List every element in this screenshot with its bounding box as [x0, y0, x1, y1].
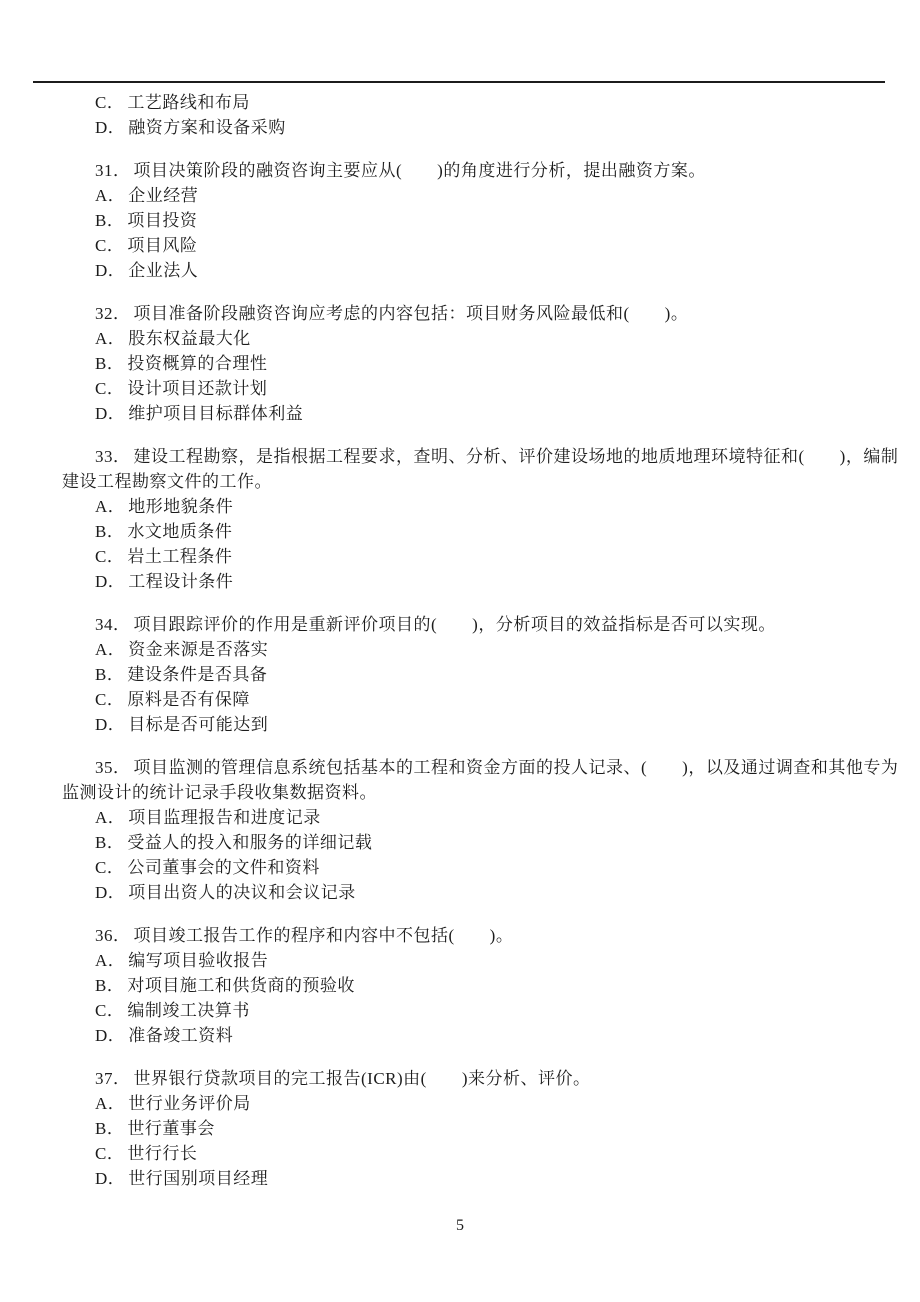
- question-stem-text: 项目竣工报告工作的程序和内容中不包括( )。: [133, 926, 514, 945]
- option-label: A．: [95, 951, 126, 970]
- option-line: [62, 569, 862, 594]
- option-label: C．: [95, 93, 125, 112]
- option-label: C．: [95, 858, 125, 877]
- question-number: 36．: [95, 926, 131, 945]
- question-number: 33．: [95, 447, 131, 466]
- option-text: 准备竣工资料: [128, 1026, 234, 1045]
- option-line: [62, 1091, 862, 1116]
- option-text: 世行行长: [127, 1144, 198, 1163]
- option-line: [62, 258, 862, 283]
- option-label: D．: [95, 715, 126, 734]
- option-line: [62, 351, 862, 376]
- question-stem-continuation: 监测设计的统计记录手段收集数据资料。: [62, 783, 377, 802]
- option-text: 设计项目还款计划: [127, 379, 268, 398]
- option-line: [62, 1023, 862, 1048]
- option-text: 世行业务评价局: [128, 1094, 251, 1113]
- option-line: [62, 494, 862, 519]
- option-label: B．: [95, 522, 125, 541]
- question-stem: [62, 158, 862, 183]
- option-label: D．: [95, 1169, 126, 1188]
- question-37: [62, 1066, 862, 1191]
- option-line: [62, 1166, 862, 1191]
- option-line: [62, 233, 862, 258]
- option-line: [62, 998, 862, 1023]
- option-text: 世行董事会: [127, 1119, 215, 1138]
- option-label: A．: [95, 186, 126, 205]
- option-line: [62, 637, 862, 662]
- option-text: 编制竣工决算书: [127, 1001, 250, 1020]
- option-line: [62, 805, 862, 830]
- option-label: C．: [95, 379, 125, 398]
- option-label: B．: [95, 211, 125, 230]
- option-line: [62, 376, 862, 401]
- option-label: D．: [95, 883, 126, 902]
- option-label: D．: [95, 1026, 126, 1045]
- question-31: [62, 158, 862, 283]
- option-label: D．: [95, 404, 126, 423]
- question-stem-continuation: 建设工程勘察文件的工作。: [62, 472, 272, 491]
- option-label: D．: [95, 572, 126, 591]
- option-label: C．: [95, 1001, 125, 1020]
- question-number: 31．: [95, 161, 131, 180]
- question-30-partial: [62, 90, 862, 140]
- option-label: B．: [95, 1119, 125, 1138]
- question-number: 35．: [95, 758, 131, 777]
- option-text: 世行国别项目经理: [128, 1169, 269, 1188]
- question-32: [62, 301, 862, 426]
- option-text: 对项目施工和供货商的预验收: [127, 976, 355, 995]
- option-line: [62, 1141, 862, 1166]
- header-rule: [33, 81, 885, 83]
- option-text: 工艺路线和布局: [127, 93, 250, 112]
- option-label: A．: [95, 497, 126, 516]
- option-label: D．: [95, 261, 126, 280]
- option-text: 建设条件是否具备: [127, 665, 268, 684]
- option-label: B．: [95, 976, 125, 995]
- option-line: [62, 326, 862, 351]
- question-stem-text: 建设工程勘察，是指根据工程要求，查明、分析、评价建设场地的地质地理环境特征和( )，编制: [133, 447, 899, 466]
- option-label: B．: [95, 665, 125, 684]
- option-line: [62, 687, 862, 712]
- option-text: 资金来源是否落实: [128, 640, 269, 659]
- option-text: 维护项目目标群体利益: [128, 404, 304, 423]
- page-number: 5: [456, 1217, 464, 1234]
- option-text: 融资方案和设备采购: [128, 118, 286, 137]
- option-label: D．: [95, 118, 126, 137]
- option-line: [62, 880, 862, 905]
- question-stem-text: 项目决策阶段的融资咨询主要应从( )的角度进行分析，提出融资方案。: [133, 161, 706, 180]
- question-number: 32．: [95, 304, 131, 323]
- option-line: [62, 830, 862, 855]
- option-line: [62, 208, 862, 233]
- question-33: [62, 444, 899, 594]
- option-text: 目标是否可能达到: [128, 715, 269, 734]
- option-text: 工程设计条件: [128, 572, 234, 591]
- option-text: 投资概算的合理性: [127, 354, 268, 373]
- option-line: [62, 115, 862, 140]
- option-line: [62, 544, 862, 569]
- option-text: 地形地貌条件: [128, 497, 234, 516]
- option-label: C．: [95, 690, 125, 709]
- option-label: A．: [95, 808, 126, 827]
- option-text: 项目出资人的决议和会议记录: [128, 883, 356, 902]
- option-label: B．: [95, 354, 125, 373]
- question-number: 34．: [95, 615, 131, 634]
- question-stem-text: 项目跟踪评价的作用是重新评价项目的( )，分析项目的效益指标是否可以实现。: [133, 615, 776, 634]
- option-line: [62, 401, 862, 426]
- option-text: 企业经营: [128, 186, 199, 205]
- question-stem-text: 项目准备阶段融资咨询应考虑的内容包括：项目财务风险最低和( )。: [133, 304, 689, 323]
- question-34: [62, 612, 862, 737]
- option-label: B．: [95, 833, 125, 852]
- option-line: [62, 519, 862, 544]
- option-text: 水文地质条件: [127, 522, 233, 541]
- option-text: 项目风险: [127, 236, 198, 255]
- question-36: [62, 923, 862, 1048]
- option-line: [62, 712, 862, 737]
- option-line: [62, 973, 862, 998]
- question-stem: [62, 923, 862, 948]
- option-text: 编写项目验收报告: [128, 951, 269, 970]
- question-stem: [62, 755, 899, 780]
- option-text: 股东权益最大化: [128, 329, 251, 348]
- option-line: [62, 1116, 862, 1141]
- option-label: A．: [95, 640, 126, 659]
- option-text: 企业法人: [128, 261, 199, 280]
- option-line: [62, 948, 862, 973]
- option-text: 受益人的投入和服务的详细记载: [127, 833, 373, 852]
- option-text: 岩土工程条件: [127, 547, 233, 566]
- option-label: C．: [95, 236, 125, 255]
- question-stem-text: 项目监测的管理信息系统包括基本的工程和资金方面的投人记录、( )，以及通过调查和其他专为: [133, 758, 899, 777]
- option-label: A．: [95, 329, 126, 348]
- question-stem: [62, 612, 862, 637]
- option-label: C．: [95, 1144, 125, 1163]
- option-label: A．: [95, 1094, 126, 1113]
- option-text: 公司董事会的文件和资料: [127, 858, 320, 877]
- question-number: 37．: [95, 1069, 131, 1088]
- option-line: [62, 183, 862, 208]
- option-line: [62, 855, 862, 880]
- option-text: 原料是否有保障: [127, 690, 250, 709]
- question-stem-text: 世界银行贷款项目的完工报告(ICR)由( )来分析、评价。: [133, 1069, 591, 1088]
- option-text: 项目投资: [127, 211, 198, 230]
- question-stem: [62, 444, 899, 469]
- option-text: 项目监理报告和进度记录: [128, 808, 321, 827]
- option-line: [62, 662, 862, 687]
- option-line: [62, 90, 862, 115]
- question-list: [62, 90, 899, 1191]
- question-stem: [62, 301, 862, 326]
- question-stem: [62, 1066, 862, 1091]
- option-label: C．: [95, 547, 125, 566]
- question-35: [62, 755, 899, 905]
